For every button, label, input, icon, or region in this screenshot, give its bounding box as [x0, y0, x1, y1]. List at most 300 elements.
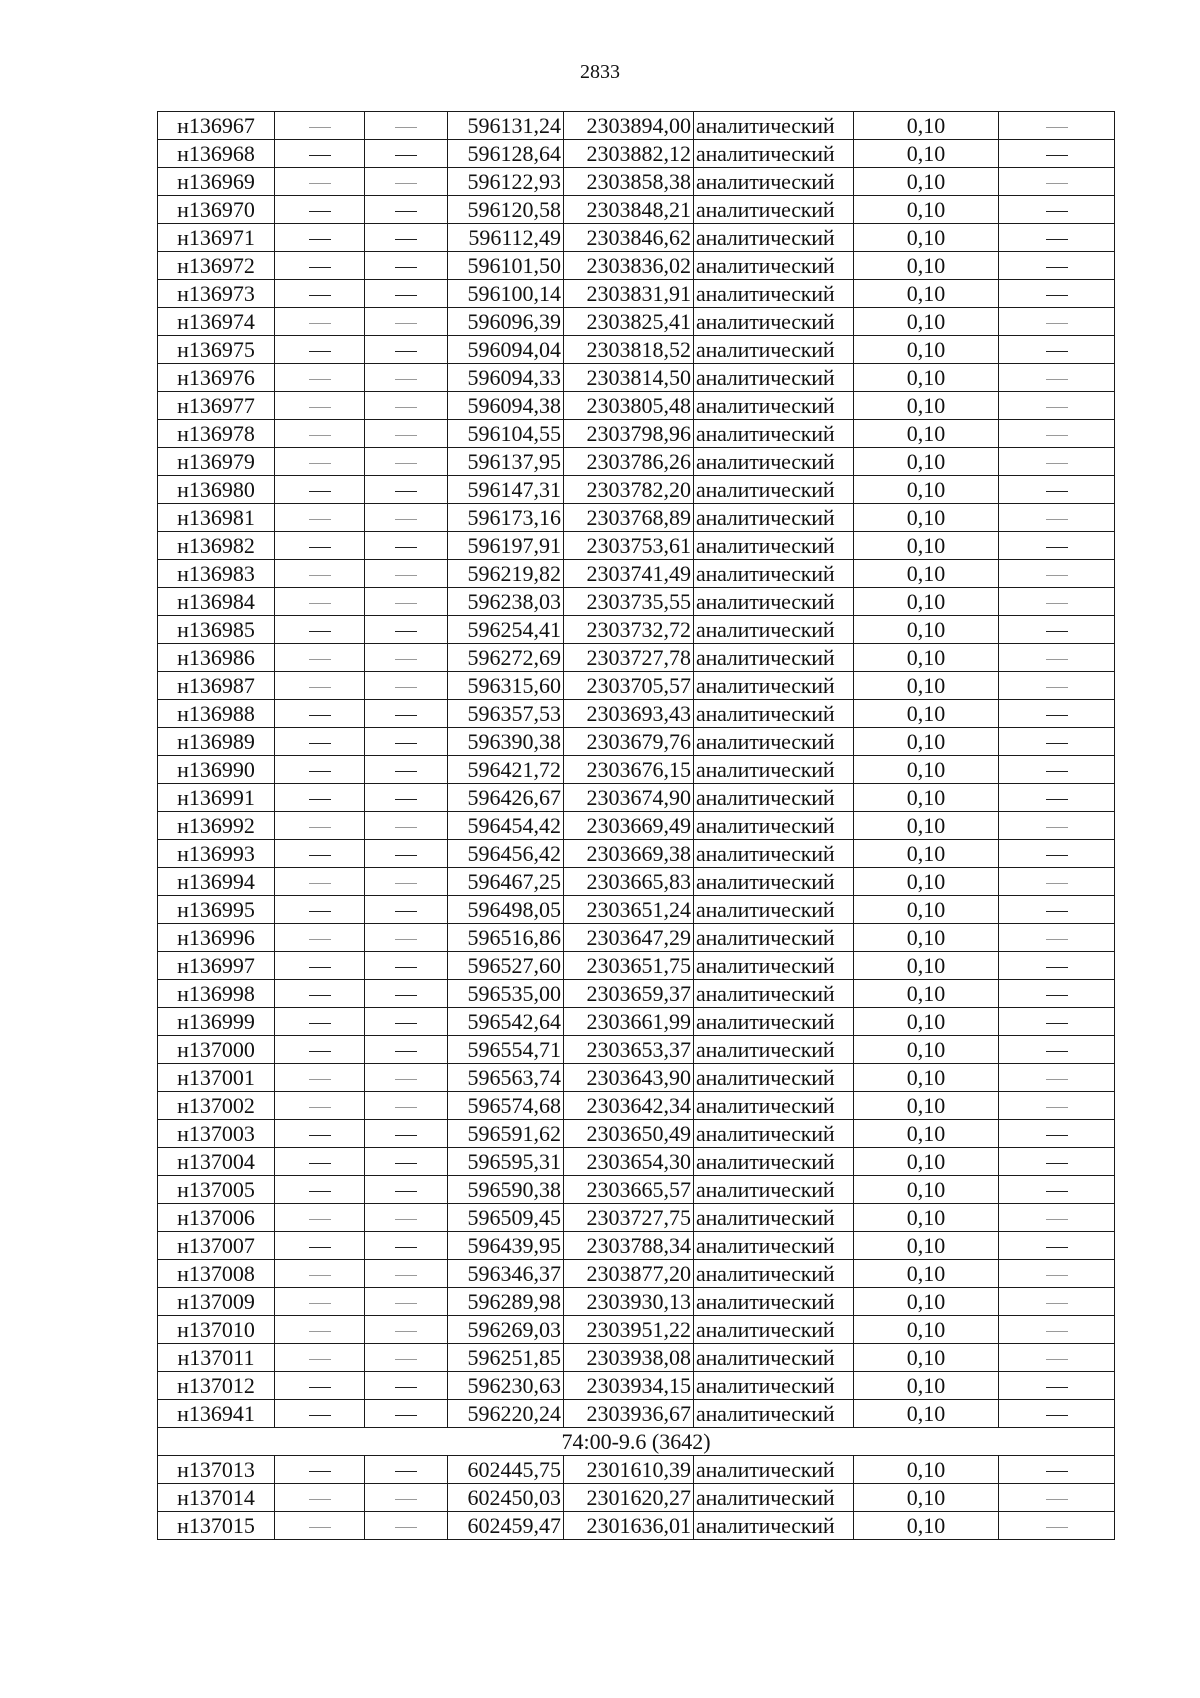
dash-mark: [395, 407, 417, 408]
x-coordinate-cell: 596535,00: [448, 980, 564, 1008]
dash-mark: [395, 575, 417, 576]
dash-mark: [309, 239, 331, 241]
point-id-cell: н137005: [158, 1176, 275, 1204]
dash-mark: [395, 1471, 417, 1473]
dash-mark: [395, 1303, 417, 1304]
table-row: [158, 392, 1115, 420]
dash-mark: [1046, 155, 1068, 157]
dash-mark: [309, 1051, 331, 1053]
dash-mark: [395, 1163, 417, 1165]
dash-mark: [1046, 1303, 1068, 1304]
method-cell: аналитический: [694, 252, 854, 280]
empty-y-cell: [365, 1484, 448, 1512]
y-coordinate-cell: 2303858,38: [564, 168, 694, 196]
method-cell: аналитический: [694, 728, 854, 756]
point-id-cell: н136995: [158, 896, 275, 924]
y-coordinate-cell: 2303782,20: [564, 476, 694, 504]
method-cell: аналитический: [694, 588, 854, 616]
precision-cell: 0,10: [854, 1148, 999, 1176]
point-id-cell: н137010: [158, 1316, 275, 1344]
precision-cell: 0,10: [854, 1120, 999, 1148]
table-row: [158, 1148, 1115, 1176]
x-coordinate-cell: 596251,85: [448, 1344, 564, 1372]
empty-description-cell: [999, 1120, 1115, 1148]
y-coordinate-cell: 2303786,26: [564, 448, 694, 476]
dash-mark: [309, 827, 331, 828]
dash-mark: [1046, 883, 1068, 884]
empty-x-cell: [275, 616, 365, 644]
table-row: [158, 336, 1115, 364]
precision-cell: 0,10: [854, 1288, 999, 1316]
y-coordinate-cell: 2303882,12: [564, 140, 694, 168]
y-coordinate-cell: 2303938,08: [564, 1344, 694, 1372]
empty-x-cell: [275, 1372, 365, 1400]
y-coordinate-cell: 2303665,57: [564, 1176, 694, 1204]
dash-mark: [309, 155, 331, 157]
empty-description-cell: [999, 588, 1115, 616]
dash-mark: [395, 603, 417, 604]
empty-description-cell: [999, 280, 1115, 308]
dash-mark: [395, 1247, 417, 1249]
y-coordinate-cell: 2303651,24: [564, 896, 694, 924]
precision-cell: 0,10: [854, 252, 999, 280]
dash-mark: [309, 575, 331, 576]
dash-mark: [395, 491, 417, 493]
dash-mark: [1046, 911, 1068, 913]
y-coordinate-cell: 2303936,67: [564, 1400, 694, 1428]
dash-mark: [395, 1219, 417, 1220]
method-cell: аналитический: [694, 476, 854, 504]
point-id-cell: н137014: [158, 1484, 275, 1512]
x-coordinate-cell: 596122,93: [448, 168, 564, 196]
x-coordinate-cell: 596269,03: [448, 1316, 564, 1344]
empty-x-cell: [275, 1512, 365, 1540]
point-id-cell: н136974: [158, 308, 275, 336]
empty-y-cell: [365, 1176, 448, 1204]
point-id-cell: н137013: [158, 1456, 275, 1484]
y-coordinate-cell: 2303676,15: [564, 756, 694, 784]
method-cell: аналитический: [694, 1232, 854, 1260]
x-coordinate-cell: 596137,95: [448, 448, 564, 476]
point-id-cell: н136972: [158, 252, 275, 280]
empty-x-cell: [275, 224, 365, 252]
dash-mark: [395, 351, 417, 353]
method-cell: аналитический: [694, 1400, 854, 1428]
point-id-cell: н136978: [158, 420, 275, 448]
point-id-cell: н136993: [158, 840, 275, 868]
point-id-cell: н136999: [158, 1008, 275, 1036]
empty-y-cell: [365, 448, 448, 476]
method-cell: аналитический: [694, 896, 854, 924]
method-cell: аналитический: [694, 1512, 854, 1540]
empty-x-cell: [275, 112, 365, 140]
y-coordinate-cell: 2303651,75: [564, 952, 694, 980]
y-coordinate-cell: 2303653,37: [564, 1036, 694, 1064]
empty-x-cell: [275, 504, 365, 532]
dash-mark: [1046, 1079, 1068, 1080]
dash-mark: [309, 771, 331, 773]
empty-y-cell: [365, 308, 448, 336]
empty-y-cell: [365, 896, 448, 924]
empty-x-cell: [275, 1232, 365, 1260]
precision-cell: 0,10: [854, 448, 999, 476]
empty-x-cell: [275, 1120, 365, 1148]
dash-mark: [395, 1135, 417, 1137]
empty-description-cell: [999, 140, 1115, 168]
precision-cell: 0,10: [854, 1484, 999, 1512]
method-cell: аналитический: [694, 1176, 854, 1204]
precision-cell: 0,10: [854, 700, 999, 728]
empty-description-cell: [999, 784, 1115, 812]
method-cell: аналитический: [694, 616, 854, 644]
empty-x-cell: [275, 1344, 365, 1372]
table-body: [158, 112, 1115, 1540]
table-row: [158, 616, 1115, 644]
table-row: [158, 1008, 1115, 1036]
method-cell: аналитический: [694, 504, 854, 532]
empty-description-cell: [999, 728, 1115, 756]
method-cell: аналитический: [694, 336, 854, 364]
dash-mark: [309, 743, 331, 745]
x-coordinate-cell: 596554,71: [448, 1036, 564, 1064]
dash-mark: [1046, 743, 1068, 745]
point-id-cell: н137001: [158, 1064, 275, 1092]
method-cell: аналитический: [694, 392, 854, 420]
dash-mark: [1046, 379, 1068, 380]
dash-mark: [1046, 771, 1068, 773]
method-cell: аналитический: [694, 1260, 854, 1288]
empty-y-cell: [365, 336, 448, 364]
table-row: [158, 672, 1115, 700]
y-coordinate-cell: 2303727,75: [564, 1204, 694, 1232]
empty-x-cell: [275, 336, 365, 364]
y-coordinate-cell: 2301620,27: [564, 1484, 694, 1512]
precision-cell: 0,10: [854, 168, 999, 196]
empty-y-cell: [365, 1316, 448, 1344]
empty-x-cell: [275, 308, 365, 336]
empty-y-cell: [365, 560, 448, 588]
dash-mark: [1046, 127, 1068, 128]
x-coordinate-cell: 596094,33: [448, 364, 564, 392]
dash-mark: [309, 1247, 331, 1249]
dash-mark: [395, 1359, 417, 1360]
dash-mark: [1046, 1135, 1068, 1137]
table-row: [158, 896, 1115, 924]
empty-x-cell: [275, 1036, 365, 1064]
table-row: [158, 1372, 1115, 1400]
table-row: [158, 812, 1115, 840]
x-coordinate-cell: 596467,25: [448, 868, 564, 896]
method-cell: аналитический: [694, 644, 854, 672]
empty-description-cell: [999, 560, 1115, 588]
method-cell: аналитический: [694, 420, 854, 448]
dash-mark: [1046, 1527, 1068, 1528]
empty-x-cell: [275, 1204, 365, 1232]
y-coordinate-cell: 2303659,37: [564, 980, 694, 1008]
y-coordinate-cell: 2303894,00: [564, 112, 694, 140]
precision-cell: 0,10: [854, 812, 999, 840]
point-id-cell: н137004: [158, 1148, 275, 1176]
table-row: [158, 588, 1115, 616]
x-coordinate-cell: 596094,38: [448, 392, 564, 420]
empty-y-cell: [365, 1512, 448, 1540]
dash-mark: [395, 379, 417, 380]
dash-mark: [309, 295, 331, 297]
dash-mark: [1046, 967, 1068, 969]
empty-description-cell: [999, 756, 1115, 784]
dash-mark: [395, 771, 417, 773]
dash-mark: [1046, 267, 1068, 269]
empty-x-cell: [275, 924, 365, 952]
empty-description-cell: [999, 392, 1115, 420]
y-coordinate-cell: 2303654,30: [564, 1148, 694, 1176]
y-coordinate-cell: 2303877,20: [564, 1260, 694, 1288]
table-row: [158, 644, 1115, 672]
empty-x-cell: [275, 840, 365, 868]
dash-mark: [309, 939, 331, 940]
dash-mark: [395, 967, 417, 969]
dash-mark: [395, 1107, 417, 1108]
empty-description-cell: [999, 1204, 1115, 1232]
point-id-cell: н136996: [158, 924, 275, 952]
dash-mark: [395, 183, 417, 184]
empty-x-cell: [275, 532, 365, 560]
precision-cell: 0,10: [854, 420, 999, 448]
method-cell: аналитический: [694, 756, 854, 784]
dash-mark: [395, 323, 417, 324]
y-coordinate-cell: 2303665,83: [564, 868, 694, 896]
table-row: [158, 840, 1115, 868]
method-cell: аналитический: [694, 308, 854, 336]
empty-x-cell: [275, 196, 365, 224]
x-coordinate-cell: 596094,04: [448, 336, 564, 364]
dash-mark: [395, 1527, 417, 1528]
y-coordinate-cell: 2303732,72: [564, 616, 694, 644]
y-coordinate-cell: 2303647,29: [564, 924, 694, 952]
table-row: [158, 980, 1115, 1008]
empty-description-cell: [999, 1260, 1115, 1288]
method-cell: аналитический: [694, 812, 854, 840]
table-row: [158, 140, 1115, 168]
method-cell: аналитический: [694, 1344, 854, 1372]
y-coordinate-cell: 2303674,90: [564, 784, 694, 812]
empty-description-cell: [999, 1400, 1115, 1428]
dash-mark: [309, 519, 331, 520]
empty-x-cell: [275, 728, 365, 756]
x-coordinate-cell: 596454,42: [448, 812, 564, 840]
precision-cell: 0,10: [854, 1092, 999, 1120]
table-row: [158, 1484, 1115, 1512]
dash-mark: [1046, 351, 1068, 353]
dash-mark: [395, 1275, 417, 1276]
dash-mark: [395, 1051, 417, 1053]
empty-y-cell: [365, 1400, 448, 1428]
x-coordinate-cell: 596595,31: [448, 1148, 564, 1176]
precision-cell: 0,10: [854, 840, 999, 868]
y-coordinate-cell: 2303788,34: [564, 1232, 694, 1260]
empty-y-cell: [365, 168, 448, 196]
empty-x-cell: [275, 1064, 365, 1092]
table-row: [158, 1512, 1115, 1540]
y-coordinate-cell: 2303814,50: [564, 364, 694, 392]
point-id-cell: н136986: [158, 644, 275, 672]
table-row: [158, 168, 1115, 196]
empty-description-cell: [999, 1372, 1115, 1400]
method-cell: аналитический: [694, 532, 854, 560]
method-cell: аналитический: [694, 196, 854, 224]
empty-description-cell: [999, 1232, 1115, 1260]
empty-y-cell: [365, 952, 448, 980]
group-header-cell: 74:00-9.6 (3642): [158, 1428, 1115, 1456]
empty-description-cell: [999, 1176, 1115, 1204]
dash-mark: [309, 1303, 331, 1304]
dash-mark: [395, 1023, 417, 1025]
dash-mark: [1046, 1023, 1068, 1025]
dash-mark: [395, 827, 417, 828]
precision-cell: 0,10: [854, 364, 999, 392]
dash-mark: [1046, 491, 1068, 493]
point-id-cell: н136997: [158, 952, 275, 980]
precision-cell: 0,10: [854, 504, 999, 532]
empty-description-cell: [999, 840, 1115, 868]
empty-description-cell: [999, 672, 1115, 700]
empty-x-cell: [275, 168, 365, 196]
dash-mark: [309, 883, 331, 884]
empty-y-cell: [365, 1344, 448, 1372]
dash-mark: [309, 463, 331, 464]
precision-cell: 0,10: [854, 1232, 999, 1260]
method-cell: аналитический: [694, 364, 854, 392]
y-coordinate-cell: 2303661,99: [564, 1008, 694, 1036]
dash-mark: [1046, 323, 1068, 324]
dash-mark: [309, 323, 331, 324]
point-id-cell: н136977: [158, 392, 275, 420]
y-coordinate-cell: 2303643,90: [564, 1064, 694, 1092]
empty-y-cell: [365, 1064, 448, 1092]
dash-mark: [309, 1023, 331, 1025]
empty-description-cell: [999, 924, 1115, 952]
y-coordinate-cell: 2303705,57: [564, 672, 694, 700]
dash-mark: [309, 127, 331, 128]
table-row: [158, 728, 1115, 756]
dash-mark: [1046, 1163, 1068, 1165]
empty-y-cell: [365, 504, 448, 532]
x-coordinate-cell: 596112,49: [448, 224, 564, 252]
empty-description-cell: [999, 532, 1115, 560]
y-coordinate-cell: 2303735,55: [564, 588, 694, 616]
dash-mark: [1046, 1415, 1068, 1417]
point-id-cell: н136998: [158, 980, 275, 1008]
empty-y-cell: [365, 700, 448, 728]
table-row: [158, 1120, 1115, 1148]
dash-mark: [395, 715, 417, 717]
x-coordinate-cell: 602459,47: [448, 1512, 564, 1540]
dash-mark: [395, 1331, 417, 1332]
y-coordinate-cell: 2303642,34: [564, 1092, 694, 1120]
empty-x-cell: [275, 700, 365, 728]
dash-mark: [309, 715, 331, 717]
precision-cell: 0,10: [854, 476, 999, 504]
method-cell: аналитический: [694, 224, 854, 252]
dash-mark: [1046, 519, 1068, 520]
empty-description-cell: [999, 168, 1115, 196]
empty-description-cell: [999, 952, 1115, 980]
dash-mark: [395, 1387, 417, 1389]
point-id-cell: н136992: [158, 812, 275, 840]
precision-cell: 0,10: [854, 756, 999, 784]
precision-cell: 0,10: [854, 1176, 999, 1204]
table-row: [158, 1204, 1115, 1232]
method-cell: аналитический: [694, 560, 854, 588]
empty-description-cell: [999, 1484, 1115, 1512]
empty-y-cell: [365, 840, 448, 868]
empty-description-cell: [999, 364, 1115, 392]
x-coordinate-cell: 596220,24: [448, 1400, 564, 1428]
empty-description-cell: [999, 644, 1115, 672]
empty-x-cell: [275, 1176, 365, 1204]
method-cell: аналитический: [694, 448, 854, 476]
dash-mark: [309, 799, 331, 801]
precision-cell: 0,10: [854, 1036, 999, 1064]
empty-description-cell: [999, 420, 1115, 448]
x-coordinate-cell: 596104,55: [448, 420, 564, 448]
method-cell: аналитический: [694, 1148, 854, 1176]
empty-x-cell: [275, 140, 365, 168]
empty-description-cell: [999, 1456, 1115, 1484]
y-coordinate-cell: 2303848,21: [564, 196, 694, 224]
precision-cell: 0,10: [854, 616, 999, 644]
dash-mark: [395, 687, 417, 688]
table-row: [158, 924, 1115, 952]
dash-mark: [395, 211, 417, 213]
y-coordinate-cell: 2303693,43: [564, 700, 694, 728]
dash-mark: [1046, 575, 1068, 576]
dash-mark: [1046, 715, 1068, 717]
dash-mark: [1046, 1051, 1068, 1053]
empty-y-cell: [365, 532, 448, 560]
dash-mark: [309, 1527, 331, 1528]
dash-mark: [309, 687, 331, 688]
dash-mark: [1046, 855, 1068, 857]
empty-description-cell: [999, 112, 1115, 140]
x-coordinate-cell: 596527,60: [448, 952, 564, 980]
empty-description-cell: [999, 1148, 1115, 1176]
empty-y-cell: [365, 756, 448, 784]
empty-y-cell: [365, 588, 448, 616]
table-row: [158, 952, 1115, 980]
method-cell: аналитический: [694, 112, 854, 140]
dash-mark: [309, 1219, 331, 1220]
dash-mark: [395, 1415, 417, 1417]
y-coordinate-cell: 2303934,15: [564, 1372, 694, 1400]
x-coordinate-cell: 596128,64: [448, 140, 564, 168]
dash-mark: [1046, 939, 1068, 940]
empty-x-cell: [275, 784, 365, 812]
precision-cell: 0,10: [854, 560, 999, 588]
x-coordinate-cell: 596219,82: [448, 560, 564, 588]
dash-mark: [309, 1499, 331, 1500]
precision-cell: 0,10: [854, 392, 999, 420]
dash-mark: [309, 351, 331, 353]
empty-description-cell: [999, 1008, 1115, 1036]
empty-description-cell: [999, 1512, 1115, 1540]
empty-y-cell: [365, 924, 448, 952]
method-cell: аналитический: [694, 924, 854, 952]
method-cell: аналитический: [694, 140, 854, 168]
dash-mark: [395, 295, 417, 297]
point-id-cell: н136989: [158, 728, 275, 756]
dash-mark: [309, 1079, 331, 1080]
